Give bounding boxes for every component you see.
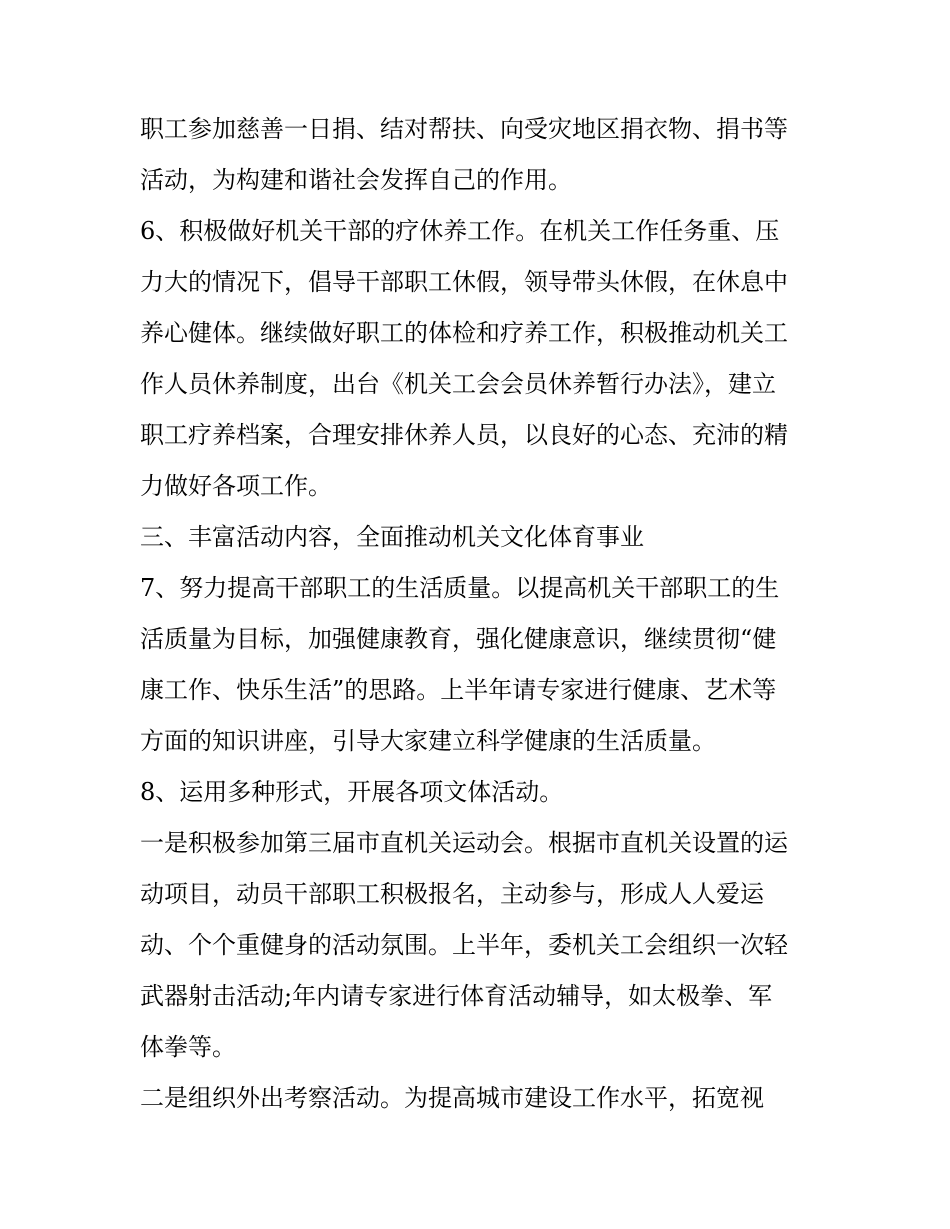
- document-body: [140, 104, 820, 1124]
- text-line: 活动，为构建和谐社会发挥自己的作用。: [140, 166, 572, 194]
- text-line: 动项目，动员干部职工积极报名，主动参与，形成人人爱运: [140, 880, 764, 908]
- text-line: 力做好各项工作。: [140, 472, 332, 500]
- text-line: 作人员休养制度，出台《机关工会会员休养暂行办法》，建立: [140, 370, 776, 398]
- text-line: 力大的情况下，倡导干部职工休假，领导带头休假，在休息中: [140, 268, 788, 296]
- text-line: 体拳等。: [140, 1033, 236, 1061]
- text-line: 二是组织外出考察活动。为提高城市建设工作水平，拓宽视: [140, 1084, 764, 1112]
- text-line: 一是积极参加第三届市直机关运动会。根据市直机关设置的运: [140, 829, 788, 857]
- text-line: 8、运用多种形式，开展各项文体活动。: [140, 778, 564, 806]
- text-line: 活质量为目标，加强健康教育，强化健康意识，继续贯彻“健: [140, 625, 777, 653]
- text-line: 养心健体。继续做好职工的体检和疗养工作，积极推动机关工: [140, 319, 788, 347]
- text-line: 康工作、快乐生活”的思路。上半年请专家进行健康、艺术等: [140, 676, 777, 704]
- text-line: 职工疗养档案，合理安排休养人员，以良好的心态、充沛的精: [140, 421, 788, 449]
- text-line: 职工参加慈善一日捐、结对帮扶、向受灾地区捐衣物、捐书等: [140, 115, 788, 143]
- text-line: 7、努力提高干部职工的生活质量。以提高机关干部职工的生: [140, 574, 780, 602]
- section-heading: 三、丰富活动内容，全面推动机关文化体育事业: [140, 523, 644, 551]
- text-line: 6、积极做好机关干部的疗休养工作。在机关工作任务重、压: [140, 217, 780, 245]
- text-line: 方面的知识讲座，引导大家建立科学健康的生活质量。: [140, 727, 716, 755]
- text-line: 动、个个重健身的活动氛围。上半年，委机关工会组织一次轻: [140, 931, 788, 959]
- text-line: 武器射击活动;年内请专家进行体育活动辅导，如太极拳、军: [140, 982, 773, 1010]
